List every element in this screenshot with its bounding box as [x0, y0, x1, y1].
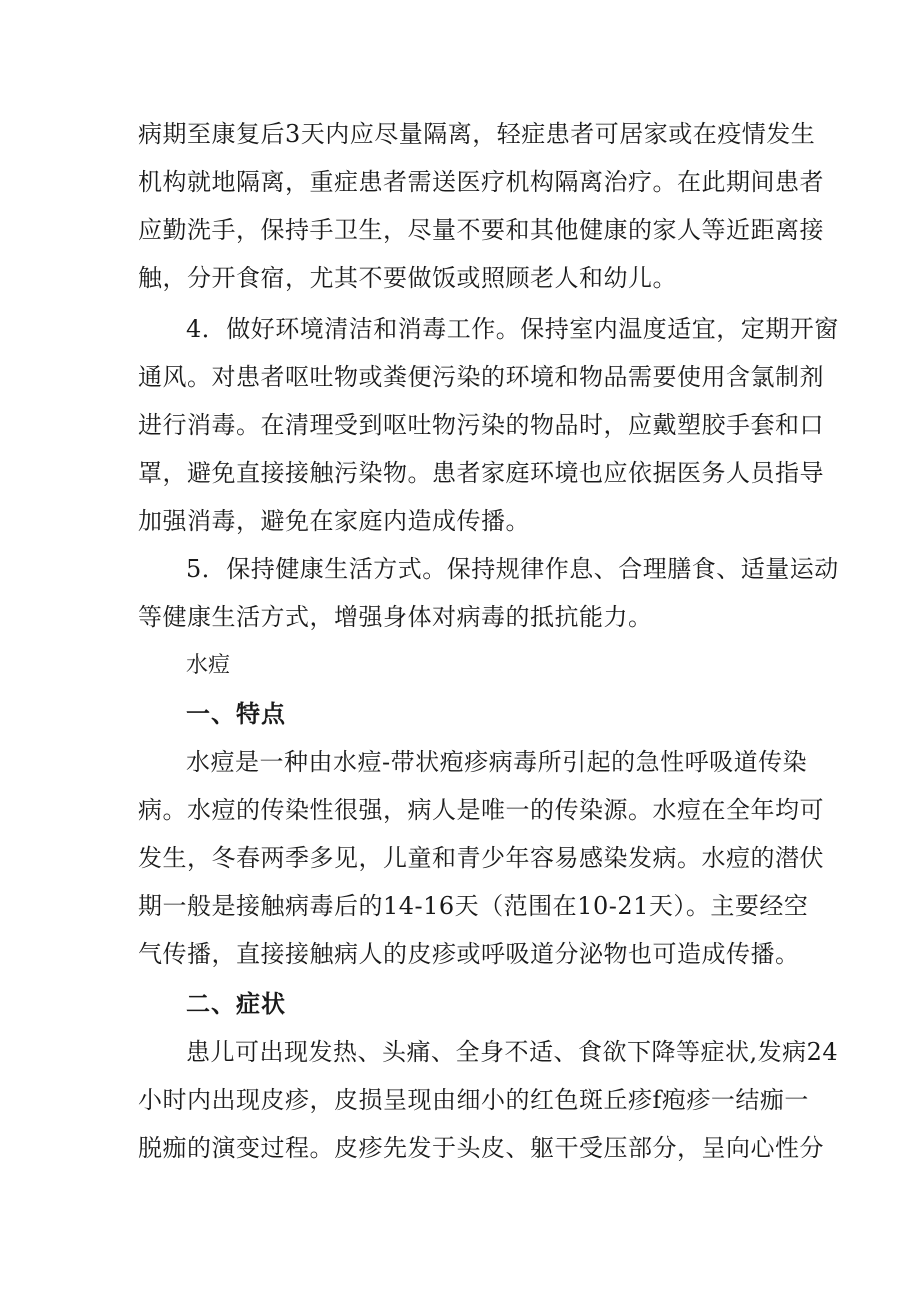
paragraph-line: 触，分开食宿，尤其不要做饭或照顾老人和幼儿。 — [138, 264, 677, 292]
paragraph-line: 期一般是接触病毒后的14-16天（范围在10-21天）。主要经空 — [138, 892, 809, 920]
heading-features: 一、特点 — [186, 700, 286, 728]
paragraph-line: 病期至康复后3天内应尽量隔离，轻症患者可居家或在疫情发生 — [138, 120, 816, 148]
paragraph-line: 患儿可出现发热、头痛、全身不适、食欲下降等症状,发病24 — [186, 1038, 839, 1066]
paragraph-line: 加强消毒，避免在家庭内造成传播。 — [138, 507, 530, 535]
paragraph-line: 罩，避免直接接触污染物。患者家庭环境也应依据医务人员指导 — [138, 459, 824, 487]
paragraph-line: 进行消毒。在清理受到呕吐物污染的物品时，应戴塑胶手套和口 — [138, 411, 824, 439]
paragraph-line: 通风。对患者呕吐物或粪便污染的环境和物品需要使用含氯制剂 — [138, 363, 824, 391]
paragraph-line: 等健康生活方式，增强身体对病毒的抵抗能力。 — [138, 603, 653, 631]
paragraph-line: 机构就地隔离，重症患者需送医疗机构隔离治疗。在此期间患者 — [138, 168, 824, 196]
heading-symptoms: 二、症状 — [186, 990, 286, 1018]
paragraph-line: 脱痂的演变过程。皮疹先发于头皮、躯干受压部分，呈向心性分 — [138, 1134, 824, 1162]
paragraph-line: 水痘是一种由水痘-带状疱疹病毒所引起的急性呼吸道传染 — [186, 748, 808, 776]
paragraph-line: 病。水痘的传染性很强，病人是唯一的传染源。水痘在全年均可 — [138, 796, 824, 824]
section-title: 水痘 — [186, 653, 231, 678]
paragraph-line: 4．做好环境清洁和消毒工作。保持室内温度适宜，定期开窗 — [186, 315, 839, 343]
paragraph-line: 应勤洗手，保持手卫生，尽量不要和其他健康的家人等近距离接 — [138, 216, 824, 244]
paragraph-line: 发生，冬春两季多见，儿童和青少年容易感染发病。水痘的潜伏 — [138, 844, 824, 872]
paragraph-line: 5．保持健康生活方式。保持规律作息、合理膳食、适量运动 — [186, 555, 839, 583]
paragraph-line: 气传播，直接接触病人的皮疹或呼吸道分泌物也可造成传播。 — [138, 940, 800, 968]
paragraph-line: 小时内出现皮疹，皮损呈现由细小的红色斑丘疹f疱疹一结痂一 — [138, 1086, 809, 1114]
